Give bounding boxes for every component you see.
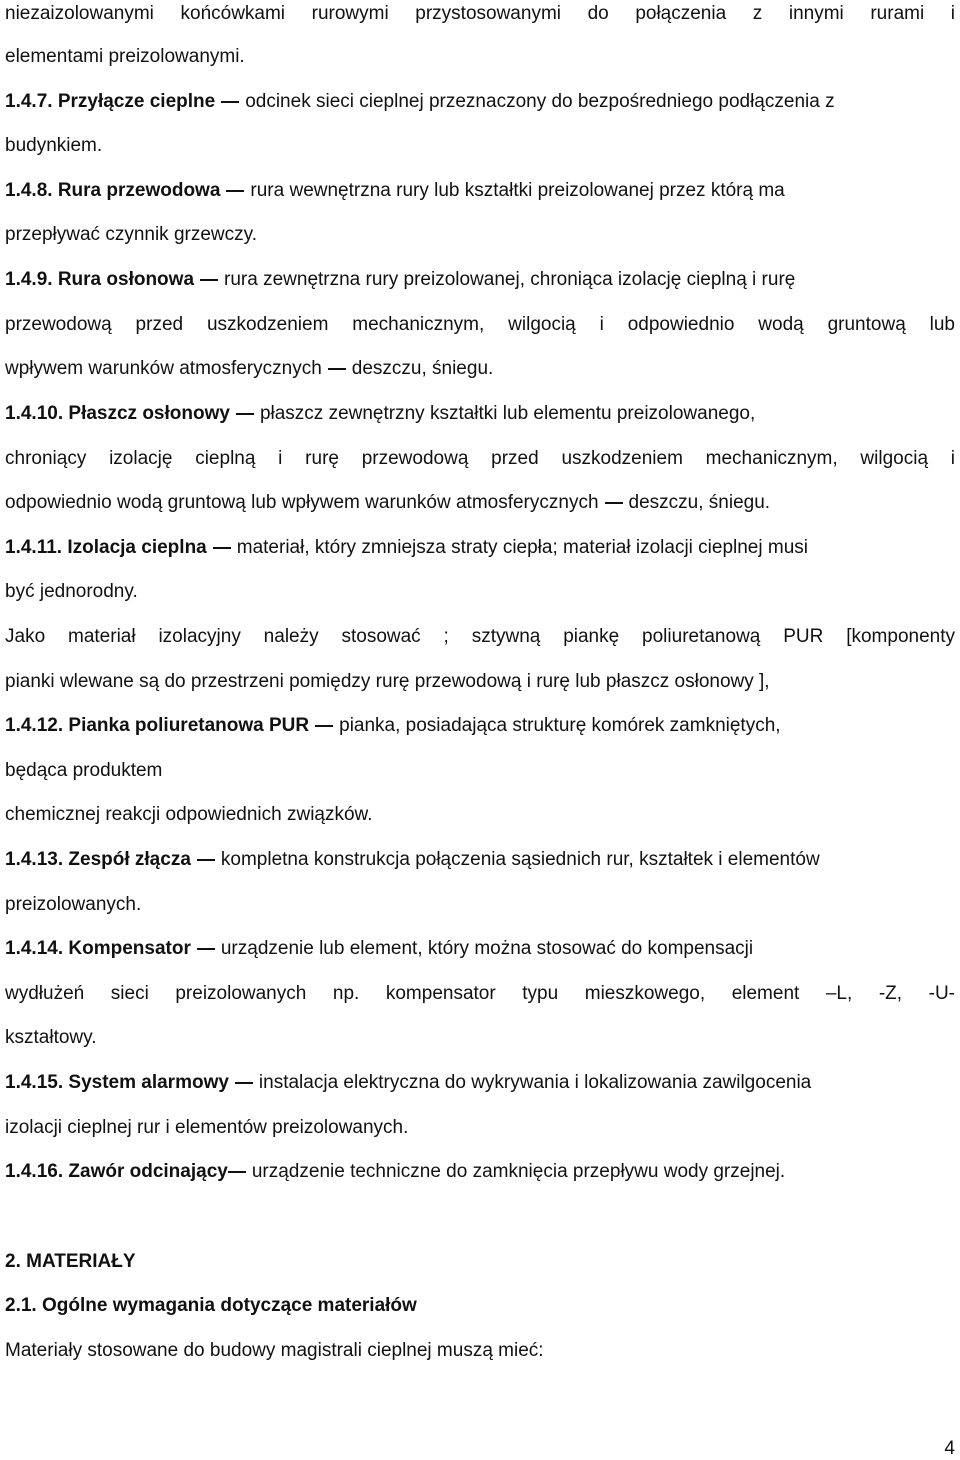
definition-1-4-15: 1.4.15. System alarmowy instalacja elektryczna do wykrywania i lokalizowania zawilgocenia — [5, 1072, 812, 1093]
dash-icon — [197, 859, 215, 861]
paragraph-line: będąca produktem — [5, 760, 163, 781]
paragraph-line: przepływać czynnik grzewczy. — [5, 224, 258, 245]
paragraph-line: chemicznej reakcji odpowiednich związków. — [5, 804, 373, 825]
definition-1-4-7: 1.4.7. Przyłącze cieplne odcinek sieci cieplnej przeznaczony do bezpośredniego podłączenia z — [5, 91, 835, 112]
dash-icon — [228, 1171, 246, 1173]
dash-icon — [200, 279, 218, 281]
subsection-heading: 2.1. Ogólne wymagania dotyczące materiałów — [5, 1295, 417, 1316]
dash-icon — [221, 101, 239, 103]
paragraph-line: przewodową przed uszkodzeniem mechanicznym, wilgocią i odpowiednio wodą gruntową lub — [5, 314, 955, 335]
paragraph-line: elementami preizolowanymi. — [5, 46, 245, 67]
section-heading: 2. MATERIAŁY — [5, 1251, 136, 1272]
dash-icon — [213, 547, 231, 549]
paragraph-line: pianki wlewane są do przestrzeni pomiędzy rurę przewodową i rurę lub płaszcz osłonowy ], — [5, 671, 770, 692]
dash-icon — [236, 413, 254, 415]
page-number: 4 — [944, 1438, 955, 1459]
paragraph-line: izolacji cieplnej rur i elementów preizolowanych. — [5, 1117, 409, 1138]
paragraph-line: wydłużeń sieci preizolowanych np. kompensator typu mieszkowego, element –L, -Z, -U- — [5, 983, 955, 1004]
paragraph-line: preizolowanych. — [5, 894, 142, 915]
definition-1-4-13: 1.4.13. Zespół złącza kompletna konstrukcja połączenia sąsiednich rur, kształtek i elementów — [5, 849, 820, 870]
dash-icon — [197, 948, 215, 950]
paragraph-line: Materiały stosowane do budowy magistrali cieplnej muszą mieć: — [5, 1340, 544, 1361]
definition-1-4-14: 1.4.14. Kompensator urządzenie lub element, który można stosować do kompensacji — [5, 938, 754, 959]
definition-1-4-16: 1.4.16. Zawór odcinający urządzenie techniczne do zamknięcia przepływu wody grzejnej. — [5, 1161, 786, 1182]
definition-1-4-12: 1.4.12. Pianka poliuretanowa PUR pianka, posiadająca strukturę komórek zamkniętych, — [5, 715, 781, 736]
dash-icon — [235, 1082, 253, 1084]
paragraph-line: wpływem warunków atmosferycznych deszczu, śniegu. — [5, 358, 494, 379]
definition-1-4-9: 1.4.9. Rura osłonowa rura zewnętrzna rury preizolowanej, chroniąca izolację cieplną i rurę — [5, 269, 796, 290]
paragraph-line: chroniący izolację cieplną i rurę przewodową przed uszkodzeniem mechanicznym, wilgocią i — [5, 448, 955, 469]
dash-icon — [315, 725, 333, 727]
paragraph-line: budynkiem. — [5, 135, 103, 156]
paragraph-line: niezaizolowanymi końcówkami rurowymi przystosowanymi do połączenia z innymi rurami i — [5, 3, 955, 24]
dash-icon — [605, 502, 623, 504]
paragraph-line: Jako materiał izolacyjny należy stosować ; sztywną piankę poliuretanową PUR [komponenty — [5, 626, 955, 647]
paragraph-line: kształtowy. — [5, 1027, 97, 1048]
paragraph-line: być jednorodny. — [5, 581, 138, 602]
dash-icon — [328, 368, 346, 370]
definition-1-4-8: 1.4.8. Rura przewodowa rura wewnętrzna rury lub kształtki preizolowanej przez którą ma — [5, 180, 785, 201]
definition-1-4-10: 1.4.10. Płaszcz osłonowy płaszcz zewnętrzny kształtki lub elementu preizolowanego, — [5, 403, 756, 424]
definition-1-4-11: 1.4.11. Izolacja cieplna materiał, który zmniejsza straty ciepła; materiał izolacji cieplnej musi — [5, 537, 808, 558]
paragraph-line: odpowiednio wodą gruntową lub wpływem warunków atmosferycznych deszczu, śniegu. — [5, 492, 771, 513]
dash-icon — [226, 190, 244, 192]
